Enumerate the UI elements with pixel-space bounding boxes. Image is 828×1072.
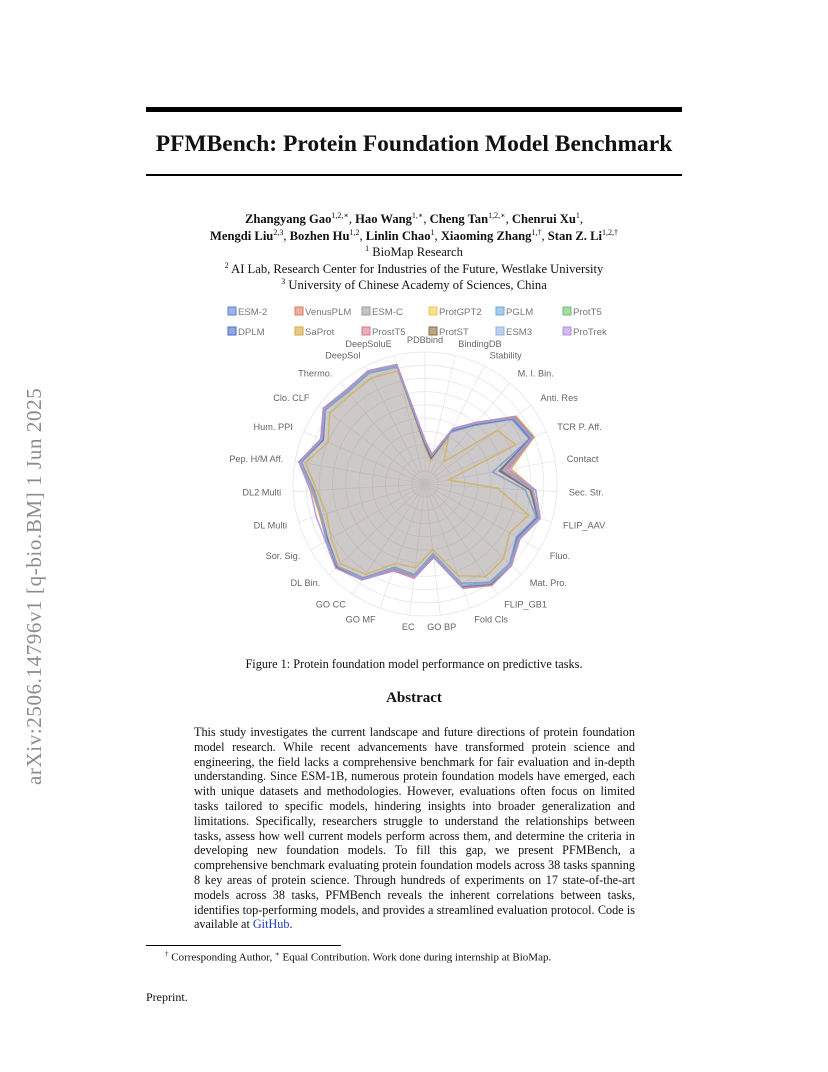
axis-label: DeepSol <box>325 350 361 361</box>
legend-label: ProtT5 <box>573 307 602 318</box>
affiliation-text: BioMap Research <box>372 245 463 259</box>
affiliation-num: 3 <box>281 276 286 286</box>
axis-label: Mat. Pro. <box>529 577 567 588</box>
dagger-mark: † <box>165 950 169 958</box>
axis-label: PDBbind <box>406 335 444 345</box>
axis-label: FLIP_AAV <box>563 520 606 531</box>
legend-label: VenusPLM <box>305 307 352 318</box>
legend-swatch <box>228 307 236 315</box>
author-name: Linlin Chao <box>365 228 431 243</box>
axis-label: Contact <box>566 454 599 464</box>
affiliation-1 <box>146 244 682 261</box>
paper-title: PFMBench: Protein Foundation Model Benchmark <box>155 131 673 157</box>
footnote <box>165 950 551 964</box>
author-name: Stan Z. Li <box>547 228 602 243</box>
author-sup: 1,† <box>531 227 542 237</box>
author-name: Xiaoming Zhang <box>440 228 532 243</box>
abstract-heading: Abstract <box>386 690 442 706</box>
axis-label: Fluo. <box>549 551 571 561</box>
legend-swatch <box>362 307 370 315</box>
legend-swatch <box>362 327 370 335</box>
author-line-2: Mengdi Liu$^{2,3}$, Bozhen Hu$^{1,2}$, Linlin Chao$^1$, Xiaoming Zhang$^{1,\dagger}$, Stan Z. $Li^{1,2,\dagger}$ <box>209 227 618 243</box>
axis-label: Thermo. <box>298 368 333 379</box>
title-top-rule <box>146 107 682 112</box>
axis-label: BindingDB <box>458 338 502 349</box>
axis-label: GO CC <box>315 599 346 610</box>
axis-label: FLIP_GB1 <box>504 599 548 610</box>
legend-swatch <box>496 307 504 315</box>
author-sup: 1,2 <box>349 227 360 237</box>
footnote-rule <box>146 945 341 946</box>
author-sup: 1,2,∗ <box>488 210 506 220</box>
axis-label: GO BP <box>427 622 457 632</box>
series-polygon <box>299 365 540 589</box>
footnote-rest: Equal Contribution. Work done during internship at BioMap. <box>279 951 552 964</box>
legend-swatch <box>496 327 504 335</box>
affiliation-3 <box>146 277 682 294</box>
legend-swatch <box>295 327 303 335</box>
arxiv-stamp <box>14 290 50 785</box>
arxiv-stamp-text: arXiv:2506.14796v1 [q-bio.BM] 1 Jun 2025 <box>22 387 46 785</box>
footnote-corresponding: Corresponding Author, <box>168 951 275 964</box>
legend-swatch <box>563 327 571 335</box>
author-sup: 1 <box>430 227 435 237</box>
axis-label: DL Bin. <box>290 577 321 588</box>
axis-label: Pep. H/M Aff. <box>229 454 284 464</box>
abstract-end: . <box>289 917 293 932</box>
preprint-label: Preprint. <box>146 990 188 1004</box>
author-name: Cheng Tan <box>429 212 489 226</box>
affiliation-text: University of Chinese Academy of Sciences, China <box>288 278 547 292</box>
author-name: Bozhen Hu <box>289 228 350 243</box>
author-name: Chenrui Xu <box>511 212 576 226</box>
axis-label: DeepSoluE <box>345 338 392 349</box>
author-sup: 1 <box>575 210 580 220</box>
legend-label: ProstT5 <box>372 327 406 338</box>
legend-label: DPLM <box>238 327 265 338</box>
legend-label: ProtGPT2 <box>439 307 482 318</box>
radar-chart-figure <box>200 300 630 650</box>
abstract-text: This study investigates the current landscape and future directions of protein foundation model research. While recent advancements have transformed protein science and engineering, the field lacks a comprehensive benchmark for fair evaluation and in-depth understanding. Since ESM-1B, numerous protein foundation models have emerged, each with unique datasets and methodologies. However, evaluations often focus on limited tasks tailored to specific models, hindering insights into broader generalization and limitations. Specifically, researchers struggle to understand the relationships between tasks, assess how well current models perform across them, and determine the criteria in developing new foundation models. To fill this gap, we present PFMBench, a comprehensive benchmark evaluating protein foundation models across 38 tasks spanning 8 key areas of protein science. Through hundreds of experiments on 17 state-of-the-art models across 38 tasks, PFMBench reveals the inherent correlations between tasks, identifies top-performing models, and provides a streamlined evaluation protocol. Code is available at <box>194 725 635 932</box>
github-link[interactable]: GitHub <box>252 917 290 932</box>
axis-label: M. I. Bin. <box>517 368 554 379</box>
author-line-1: Zhangyang Gao$^{1,2,∗}$, Hao Wang$^{1,∗}$, Cheng Tan$^{1,2,∗}$, Chenrui Xu$^1$, <box>244 210 584 226</box>
legend-label: SaProt <box>305 327 335 338</box>
axis-label: Sor. Sig. <box>265 551 301 561</box>
axis-label: Hum. PPI <box>253 422 293 432</box>
axis-label: DL2 Multi <box>242 487 282 498</box>
legend-label: ESM-C <box>372 307 403 318</box>
star-mark: ∗ <box>275 950 280 958</box>
abstract-body <box>194 725 635 932</box>
axis-label: Fold Cls <box>474 614 509 625</box>
axis-label: TCR P. Aff. <box>557 422 602 432</box>
author-sup: 1,∗ <box>411 210 424 220</box>
legend-swatch <box>429 307 437 315</box>
figure-caption: Figure 1: Protein foundation model performance on predictive tasks. <box>245 657 583 671</box>
affiliation-2 <box>146 261 682 278</box>
legend-label: ESM3 <box>506 327 533 338</box>
author-sup: 1,2,† <box>602 227 618 237</box>
author-name: Zhangyang Gao <box>244 212 332 226</box>
affiliation-text: AI Lab, Research Center for Industries of the Future, Westlake University <box>231 261 604 276</box>
title-bottom-rule <box>146 174 682 176</box>
author-block <box>146 211 682 294</box>
legend-swatch <box>295 307 303 315</box>
axis-label: Anti. Res <box>540 393 578 403</box>
legend-label: ProtST <box>439 327 469 338</box>
axis-label: GO MF <box>345 614 376 625</box>
axis-label: EC <box>401 622 415 632</box>
legend-swatch <box>429 327 437 335</box>
legend-swatch <box>563 307 571 315</box>
legend-label: ESM-2 <box>238 307 268 318</box>
legend-label: PGLM <box>506 307 534 318</box>
author-sup: 1,2,∗ <box>331 210 349 220</box>
radar-chart <box>200 300 630 650</box>
author-sup: 2,3 <box>273 227 284 237</box>
axis-label: Clo. CLF <box>273 393 310 403</box>
legend-label: ProTrek <box>573 327 607 338</box>
legend-swatch <box>228 327 236 335</box>
axis-label: DL Multi <box>253 520 287 531</box>
axis-label: Sec. Str. <box>568 487 604 498</box>
axis-label: Stability <box>489 350 522 361</box>
affiliation-num: 1 <box>365 243 370 253</box>
affiliation-num: 2 <box>224 260 229 270</box>
author-name: Mengdi Liu <box>209 228 274 243</box>
author-name: Hao Wang <box>355 212 412 226</box>
